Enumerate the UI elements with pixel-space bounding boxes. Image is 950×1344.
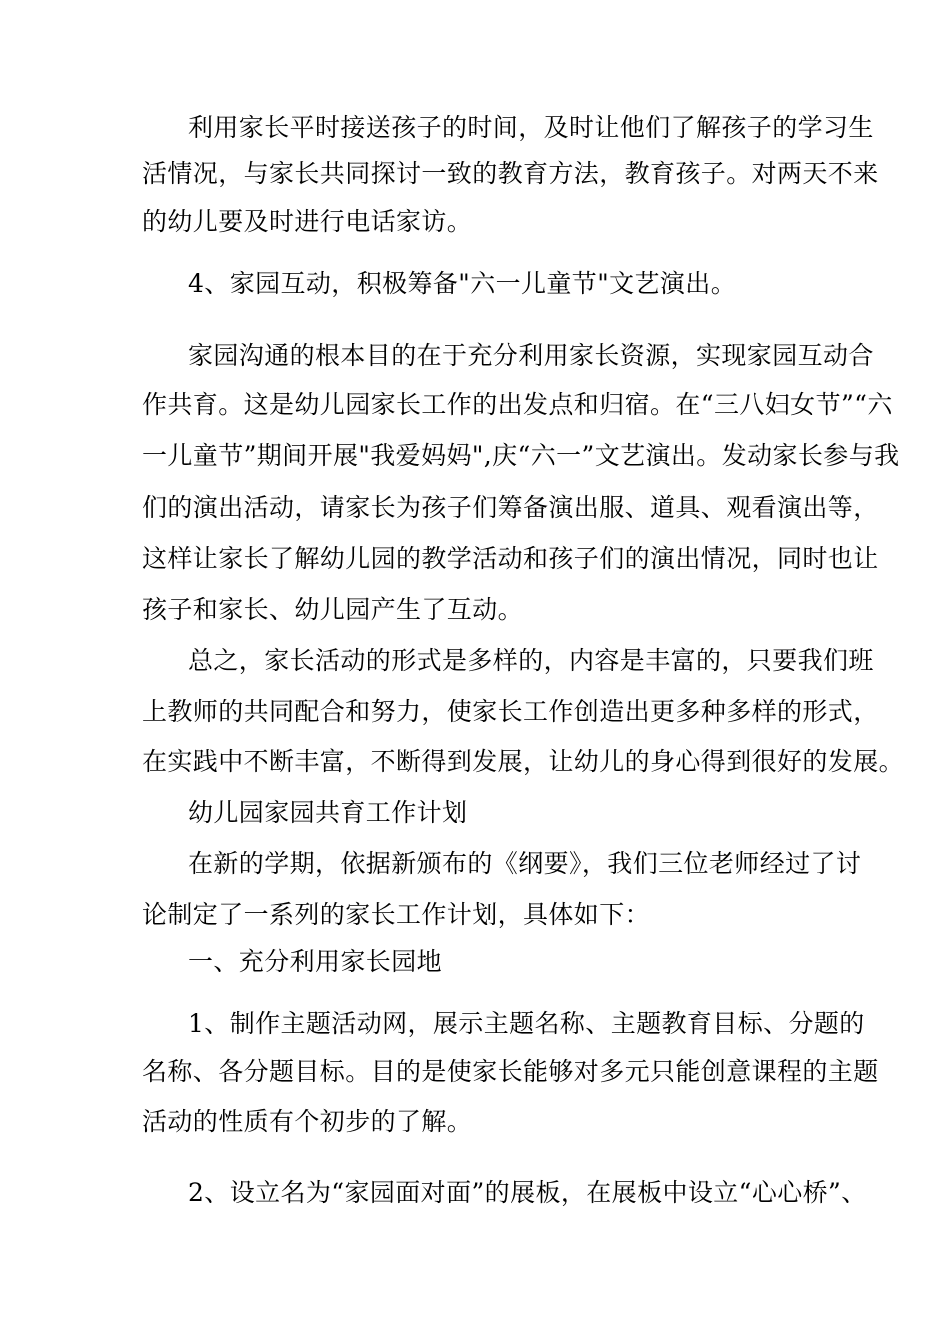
item-1-line-3: 活动的性质有个初步的了解。 bbox=[142, 1107, 473, 1136]
item-1-line-2: 名称、各分题目标。目的是使家长能够对多元只能创意课程的主题 bbox=[142, 1057, 879, 1086]
paragraph-4-line-1: 在新的学期，依据新颁布的《纲要》，我们三位老师经过了讨 bbox=[188, 849, 862, 878]
paragraph-2-line-2: 作共育。这是幼儿园家长工作的出发点和归宿。在“三八妇女节”“六 bbox=[142, 390, 893, 419]
paragraph-3-line-2: 上教师的共同配合和努力，使家长工作创造出更多种多样的形式， bbox=[142, 697, 879, 726]
section-title: 幼儿园家园共育工作计划 bbox=[188, 798, 468, 827]
paragraph-2-line-4: 们的演出活动，请家长为孩子们筹备演出服、道具、观看演出等， bbox=[142, 493, 879, 522]
paragraph-2-line-1: 家园沟通的根本目的在于充分利用家长资源，实现家园互动合 bbox=[188, 341, 874, 370]
item-1-line-1: 1、制作主题活动网，展示主题名称、主题教育目标、分题的 bbox=[188, 1009, 865, 1038]
paragraph-1-line-3: 的幼儿要及时进行电话家访。 bbox=[142, 207, 473, 236]
heading-item-4: 4、家园互动，积极筹备"六一儿童节"文艺演出。 bbox=[188, 269, 737, 298]
paragraph-4-line-2: 论制定了一系列的家长工作计划，具体如下： bbox=[142, 900, 651, 929]
paragraph-1-line-2: 活情况，与家长共同探讨一致的教育方法，教育孩子。对两天不来 bbox=[142, 159, 879, 188]
paragraph-2-line-5: 这样让家长了解幼儿园的教学活动和孩子们的演出情况，同时也让 bbox=[142, 544, 879, 573]
item-2-line-1: 2、设立名为“家园面对面”的展板，在展板中设立“心心桥”、 bbox=[188, 1178, 867, 1207]
paragraph-2-line-3: 一儿童节”期间开展"我爱妈妈",庆“六一”文艺演出。发动家长参与我 bbox=[142, 441, 900, 470]
paragraph-3-line-3: 在实践中不断丰富，不断得到发展，让幼儿的身心得到很好的发展。 bbox=[142, 747, 905, 776]
paragraph-2-line-6: 孩子和家长、幼儿园产生了互动。 bbox=[142, 595, 524, 624]
paragraph-3-line-1: 总之，家长活动的形式是多样的，内容是丰富的，只要我们班 bbox=[188, 646, 874, 675]
heading-section-one: 一、充分利用家长园地 bbox=[188, 947, 443, 976]
paragraph-1-line-1: 利用家长平时接送孩子的时间，及时让他们了解孩子的学习生 bbox=[188, 113, 874, 142]
